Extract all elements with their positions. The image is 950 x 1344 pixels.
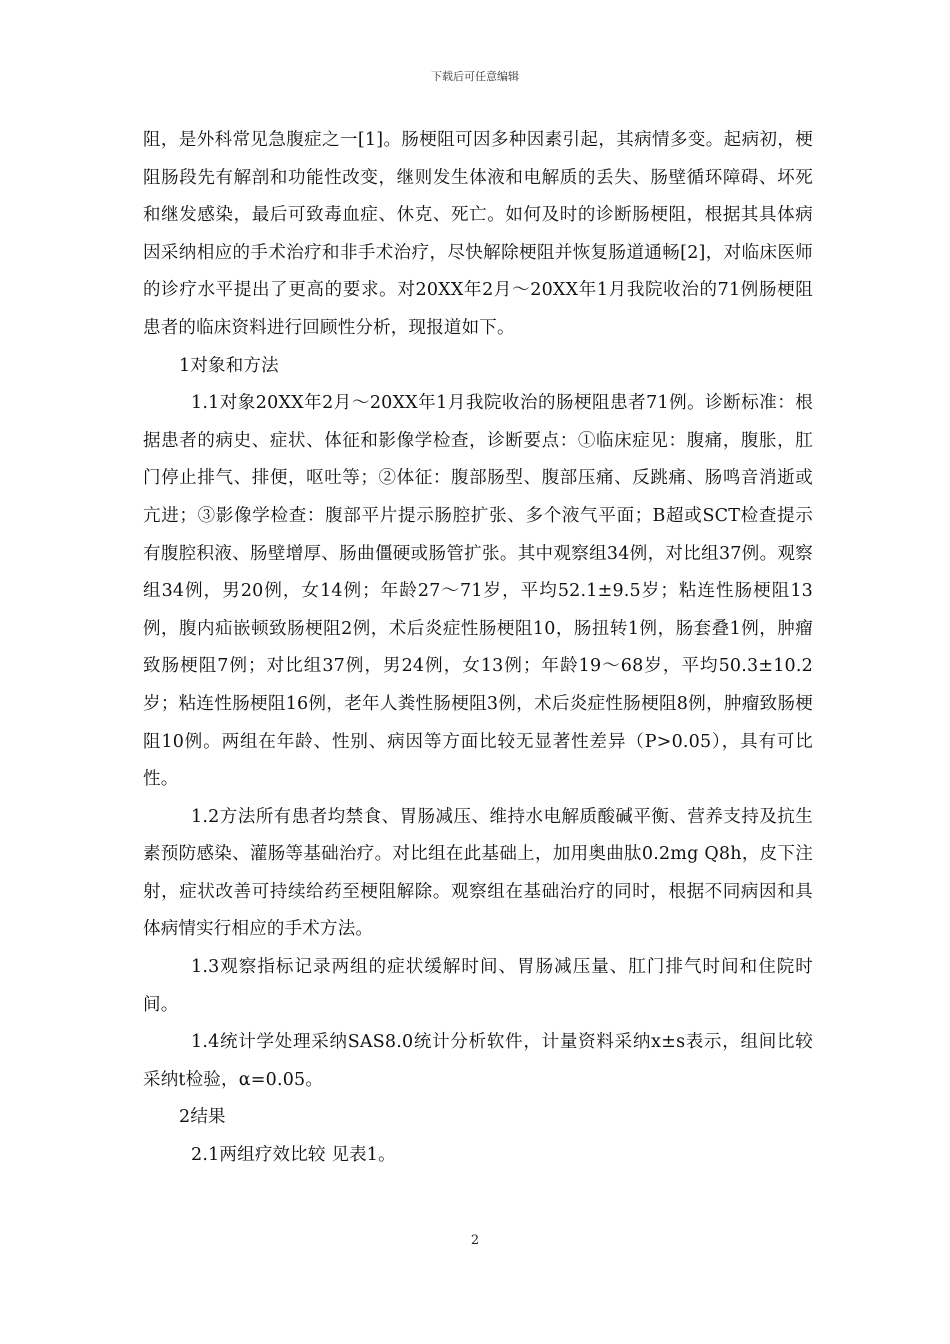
paragraph-1-1: 1.1对象20XX年2月～20XX年1月我院收治的肠梗阻患者71例。诊断标准：根据患者的病史、症状、体征和影像学检查，诊断要点：①临床症见：腹痛，腹胀，肛门停止排气、排便，呕吐等；②体征：腹部肠型、腹部压痛、反跳痛、肠鸣音消逝或亢进；③影像学检查：腹部平片提示肠腔扩张、多个液气平面；B超或SCT检查提示有腹腔积液、肠壁增厚、肠曲僵硬或肠管扩张。其中观察组34例，对比组37例。观察组34例，男20例，女14例；年龄27～71岁，平均52.1±9.5岁；粘连性肠梗阻13例，腹内疝嵌顿致肠梗阻2例，术后炎症性肠梗阻10，肠扭转1例，肠套叠1例，肿瘤致肠梗阻7例；对比组37例，男24例，女13例；年龄19～68岁，平均50.3±10.2岁；粘连性肠梗阻16例，老年人粪性肠梗阻3例，术后炎症性肠梗阻8例，肿瘤致肠梗阻10例。两组在年龄、性别、病因等方面比较无显著性差异（P>0.05），具有可比性。 bbox=[143, 393, 813, 790]
paragraph-1-3: 1.3观察指标记录两组的症状缓解时间、胃肠减压量、肛门排气时间和住院时间。 bbox=[143, 957, 813, 1015]
section-heading-1: 1对象和方法 bbox=[179, 355, 279, 376]
paragraph-2-1: 2.1两组疗效比较 见表1。 bbox=[191, 1145, 396, 1166]
paragraph-1-2: 1.2方法所有患者均禁食、胃肠减压、维持水电解质酸碱平衡、营养支持及抗生素预防感染、灌肠等基础治疗。对比组在此基础上，加用奥曲肽0.2mg Q8h，皮下注射，症状改善可持续给药至梗阻解除。观察组在基础治疗的同时，根据不同病因和具体病情实行相应的手术方法。 bbox=[143, 806, 813, 940]
page-number: 2 bbox=[470, 1233, 480, 1248]
paragraph-1-4: 1.4统计学处理采纳SAS8.0统计分析软件，计量资料采纳x±s表示，组间比较采纳t检验，α=0.05。 bbox=[143, 1032, 813, 1090]
page-header: 下载后可任意编辑 bbox=[431, 70, 519, 83]
document-body bbox=[143, 122, 813, 1175]
paragraph-intro: 阻，是外科常见急腹症之一[1]。肠梗阻可因多种因素引起，其病情多变。起病初，梗阻肠段先有解剖和功能性改变，继则发生体液和电解质的丢失、肠壁循环障碍、坏死和继发感染，最后可致毒血症、休克、死亡。如何及时的诊断肠梗阻，根据其具体病因采纳相应的手术治疗和非手术治疗，尽快解除梗阻并恢复肠道通畅[2]，对临床医师的诊疗水平提出了更高的要求。对20XX年2月～20XX年1月我院收治的71例肠梗阻患者的临床资料进行回顾性分析，现报道如下。 bbox=[143, 130, 813, 338]
section-heading-2: 2结果 bbox=[179, 1107, 226, 1128]
